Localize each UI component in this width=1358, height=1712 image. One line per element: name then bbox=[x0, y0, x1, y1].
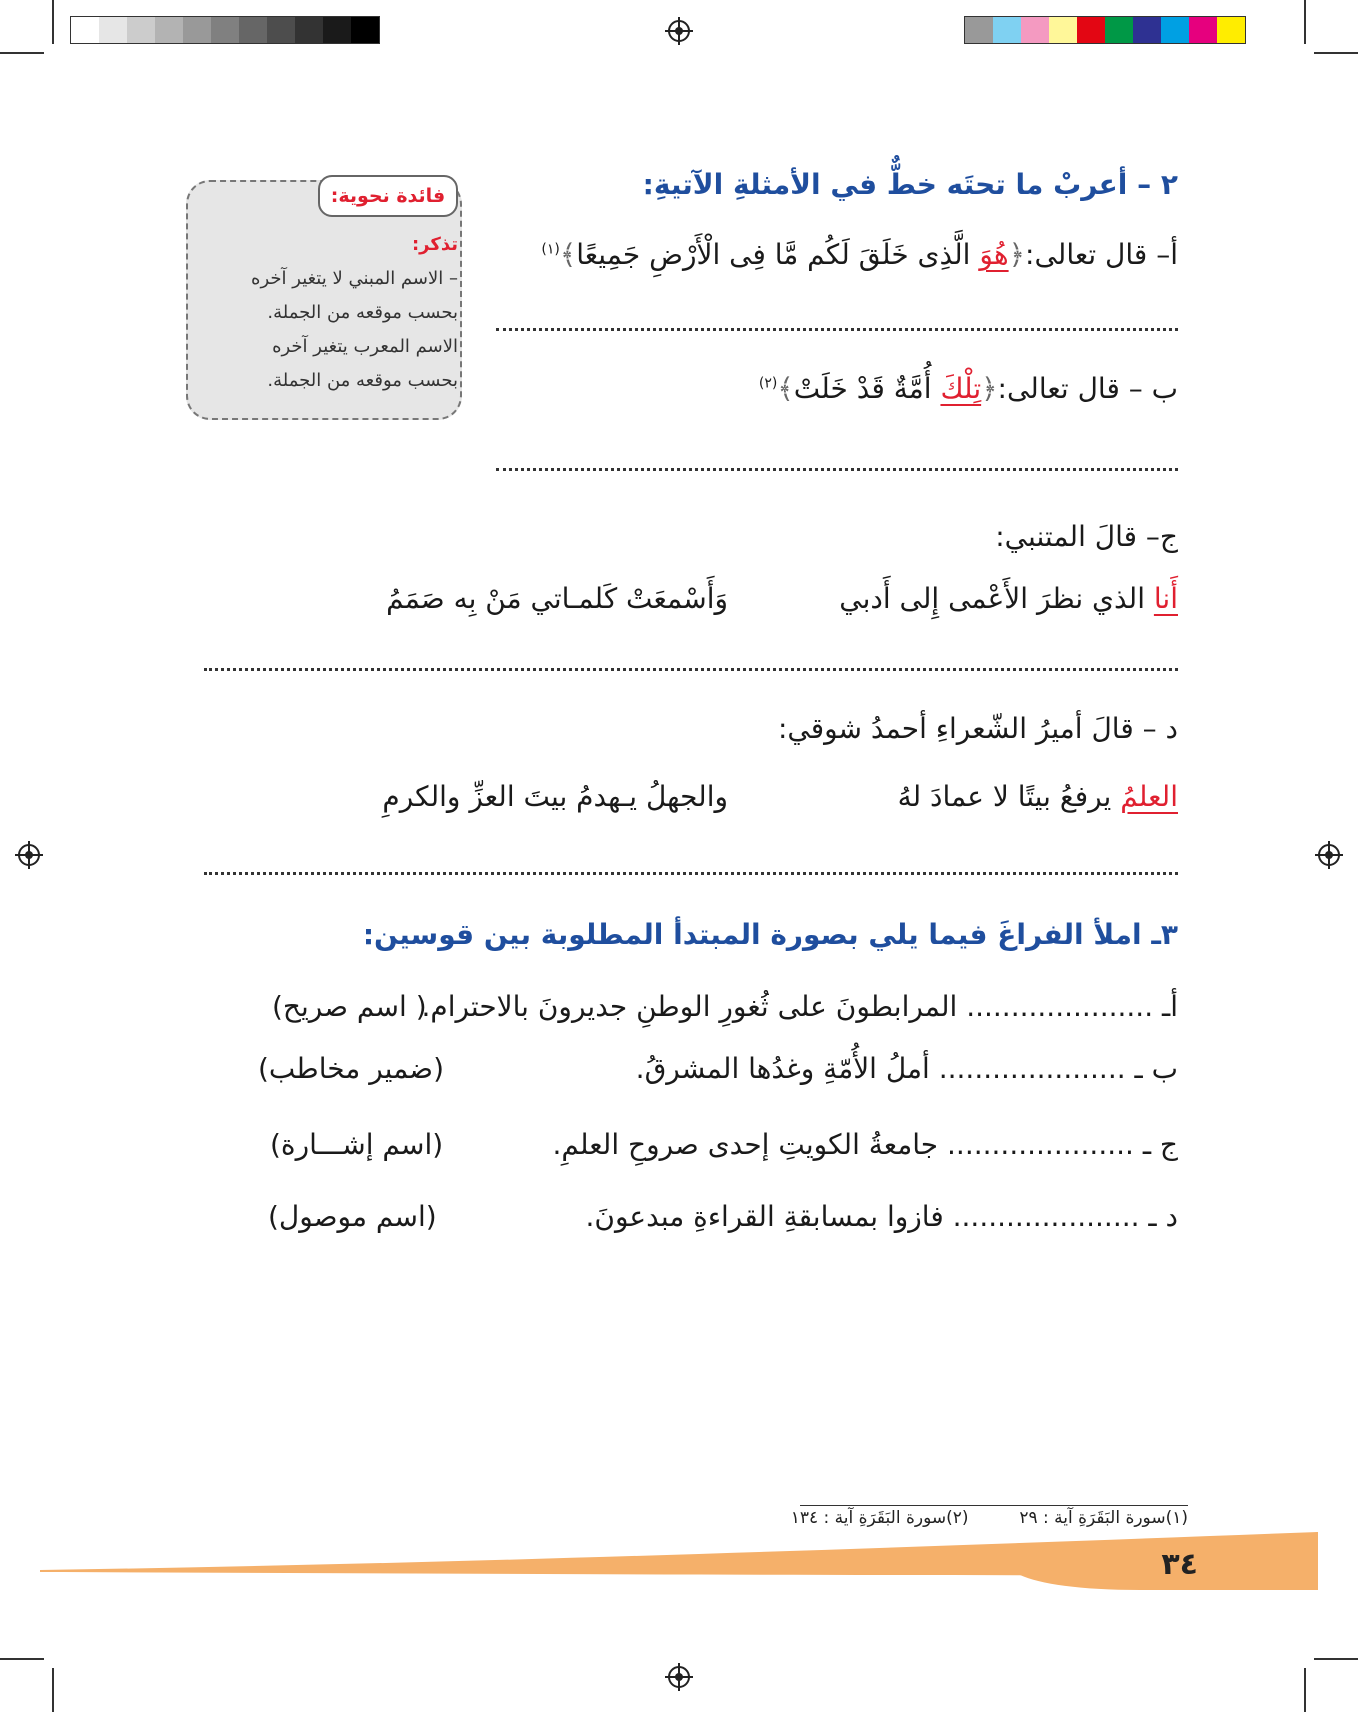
registration-mark-icon bbox=[668, 1666, 690, 1688]
q2-c-prefix: ج– قالَ المتنبي: bbox=[995, 520, 1178, 553]
q3-hint-d: (اسم موصول) bbox=[268, 1200, 437, 1233]
footnote-2: (٢)سورة البَقَرَةِ آية : ١٣٤ bbox=[790, 1508, 969, 1528]
q2-d-verse-2: والجهلُ يـهدمُ بيتَ العزِّ والكرمِ bbox=[382, 780, 728, 813]
q2-d-verse-1 bbox=[898, 780, 1178, 813]
answer-line[interactable] bbox=[496, 468, 1178, 471]
verse-open-bracket: ﴿ bbox=[1008, 238, 1026, 271]
q2-a-underlined-word: هُوَ bbox=[979, 238, 1009, 271]
q2-b-verse: أُمَّةٌ قَدْ خَلَتْ bbox=[793, 372, 941, 405]
grammar-note-line: بحسب موقعه من الجملة. bbox=[267, 370, 458, 391]
q2-d-underlined-word: العلمُ bbox=[1120, 780, 1178, 813]
answer-line[interactable] bbox=[496, 328, 1178, 331]
q2-a-verse: الَّذِى خَلَقَ لَكُم مَّا فِى الْأَرْضِ جَمِيعًا bbox=[576, 238, 980, 271]
verse-close-bracket: ﴾ bbox=[777, 372, 794, 405]
q3-hint-c: (اسم إشـــارة) bbox=[270, 1128, 444, 1161]
q2-item-b bbox=[759, 372, 1178, 405]
q2-a-ref: (١) bbox=[541, 241, 560, 258]
q3-item-a[interactable]: أـ ..................... المرابطونَ على ثُغورِ الوطنِ جديرونَ بالاحترام. bbox=[421, 990, 1178, 1023]
verse-close-bracket: ﴾ bbox=[559, 238, 577, 271]
q2-c-verse-1-rest: الذي نظرَ الأَعْمى إِلى أَدبي bbox=[839, 582, 1154, 615]
footnote-1: (١)سورة البَقَرَةِ آية : ٢٩ bbox=[1019, 1508, 1188, 1528]
q3-heading: ٣ـ املأ الفراغَ فيما يلي بصورة المبتدأ المطلوبة بين قوسين: bbox=[362, 918, 1178, 951]
q2-b-prefix: ب – قال تعالى: bbox=[997, 372, 1178, 405]
answer-line[interactable] bbox=[204, 668, 1178, 671]
footer-orange-wave bbox=[40, 1480, 1318, 1590]
registration-mark-icon bbox=[18, 844, 40, 866]
q2-c-underlined-word: أَنا bbox=[1153, 582, 1178, 615]
grammar-note-subtitle: تذكر: bbox=[411, 234, 458, 255]
grammar-note-line: – الاسم المبني لا يتغير آخره bbox=[251, 268, 458, 289]
grammar-note-body bbox=[198, 228, 458, 398]
q3-item-d[interactable]: د ـ ..................... فازوا بمسابقةِ القراءةِ مبدعونَ. bbox=[585, 1200, 1178, 1233]
q2-c-verse-1 bbox=[839, 582, 1178, 615]
grammar-note-line: الاسم المعرب يتغير آخره bbox=[272, 336, 458, 357]
q3-hint-a: ( اسم صريح) bbox=[272, 990, 427, 1023]
q2-item-a bbox=[541, 238, 1178, 271]
q2-d-verse-1-rest: يرفعُ بيتًا لا عمادَ لهُ bbox=[897, 780, 1121, 813]
q3-item-b[interactable]: ب ـ ..................... أملُ الأُمّةِ وغدُها المشرقُ. bbox=[635, 1052, 1178, 1085]
grammar-note-title: فائدة نحوية: bbox=[318, 175, 458, 217]
grayscale-bar bbox=[70, 16, 380, 44]
q3-hint-b: (ضمير مخاطب) bbox=[258, 1052, 444, 1085]
q2-heading: ٢ – أعربْ ما تحتَه خطٌّ في الأمثلةِ الآتيةِ: bbox=[642, 168, 1178, 201]
color-bar bbox=[964, 16, 1246, 44]
registration-mark-icon bbox=[668, 20, 690, 42]
answer-line[interactable] bbox=[204, 872, 1178, 875]
q2-d-prefix: د – قالَ أميرُ الشّعراءِ أحمدُ شوقي: bbox=[777, 712, 1178, 745]
q2-a-prefix: أ– قال تعالى: bbox=[1025, 238, 1178, 271]
registration-mark-icon bbox=[1318, 844, 1340, 866]
q2-b-underlined-word: تِلْكَ bbox=[940, 372, 982, 405]
page-number: ٣٤ bbox=[1161, 1547, 1198, 1582]
verse-open-bracket: ﴿ bbox=[981, 372, 998, 405]
q3-item-c[interactable]: ج ـ ..................... جامعةُ الكويتِ إحدى صروحِ العلمِ. bbox=[552, 1128, 1178, 1161]
q2-c-verse-2: وَأَسْمعَتْ كَلمـاتي مَنْ بِه صَمَمُ bbox=[386, 582, 728, 615]
q2-b-ref: (٢) bbox=[758, 375, 778, 392]
grammar-note-line: بحسب موقعه من الجملة. bbox=[267, 302, 458, 323]
